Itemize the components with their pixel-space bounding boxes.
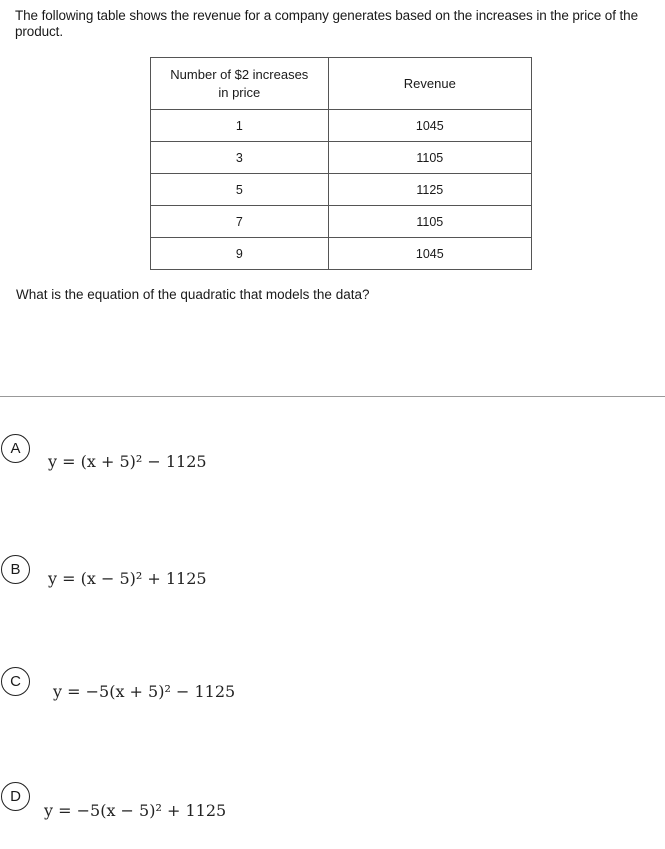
question-prompt: What is the equation of the quadratic that models the data?	[16, 287, 370, 302]
data-table	[150, 57, 532, 270]
column-header-revenue: Revenue	[328, 58, 531, 110]
column-header-increases: Number of $2 increases in price	[151, 58, 329, 110]
table-header-row	[151, 58, 532, 110]
table-cell-revenue: 1045	[328, 238, 531, 270]
table-cell-increases: 1	[151, 110, 329, 142]
table-row	[151, 174, 532, 206]
table-cell-revenue: 1045	[328, 110, 531, 142]
choice-a[interactable]	[0, 434, 665, 474]
choice-letter-c[interactable]: C	[1, 667, 30, 696]
table-row	[151, 110, 532, 142]
table-row	[151, 142, 532, 174]
choice-b[interactable]	[0, 555, 665, 595]
choice-a-equation[interactable]: y = (x + 5)² − 1125	[48, 452, 207, 471]
choice-letter-b[interactable]: B	[1, 555, 30, 584]
table-cell-increases: 3	[151, 142, 329, 174]
choice-letter-d[interactable]: D	[1, 782, 30, 811]
table-cell-increases: 7	[151, 206, 329, 238]
choice-letter-a[interactable]: A	[1, 434, 30, 463]
table-cell-increases: 9	[151, 238, 329, 270]
table-row	[151, 238, 532, 270]
table-cell-revenue: 1125	[328, 174, 531, 206]
table-row	[151, 206, 532, 238]
table-cell-revenue: 1105	[328, 206, 531, 238]
choice-d-equation[interactable]: y = −5(x − 5)² + 1125	[44, 801, 227, 820]
choice-b-equation[interactable]: y = (x − 5)² + 1125	[48, 569, 207, 588]
table-cell-increases: 5	[151, 174, 329, 206]
choice-c-equation[interactable]: y = −5(x + 5)² − 1125	[53, 682, 236, 701]
choice-d[interactable]	[0, 782, 665, 822]
divider	[0, 396, 665, 397]
choice-c[interactable]	[0, 667, 665, 707]
question-text: The following table shows the revenue for a company generates based on the increases in the price of the product.	[15, 8, 638, 39]
table-cell-revenue: 1105	[328, 142, 531, 174]
